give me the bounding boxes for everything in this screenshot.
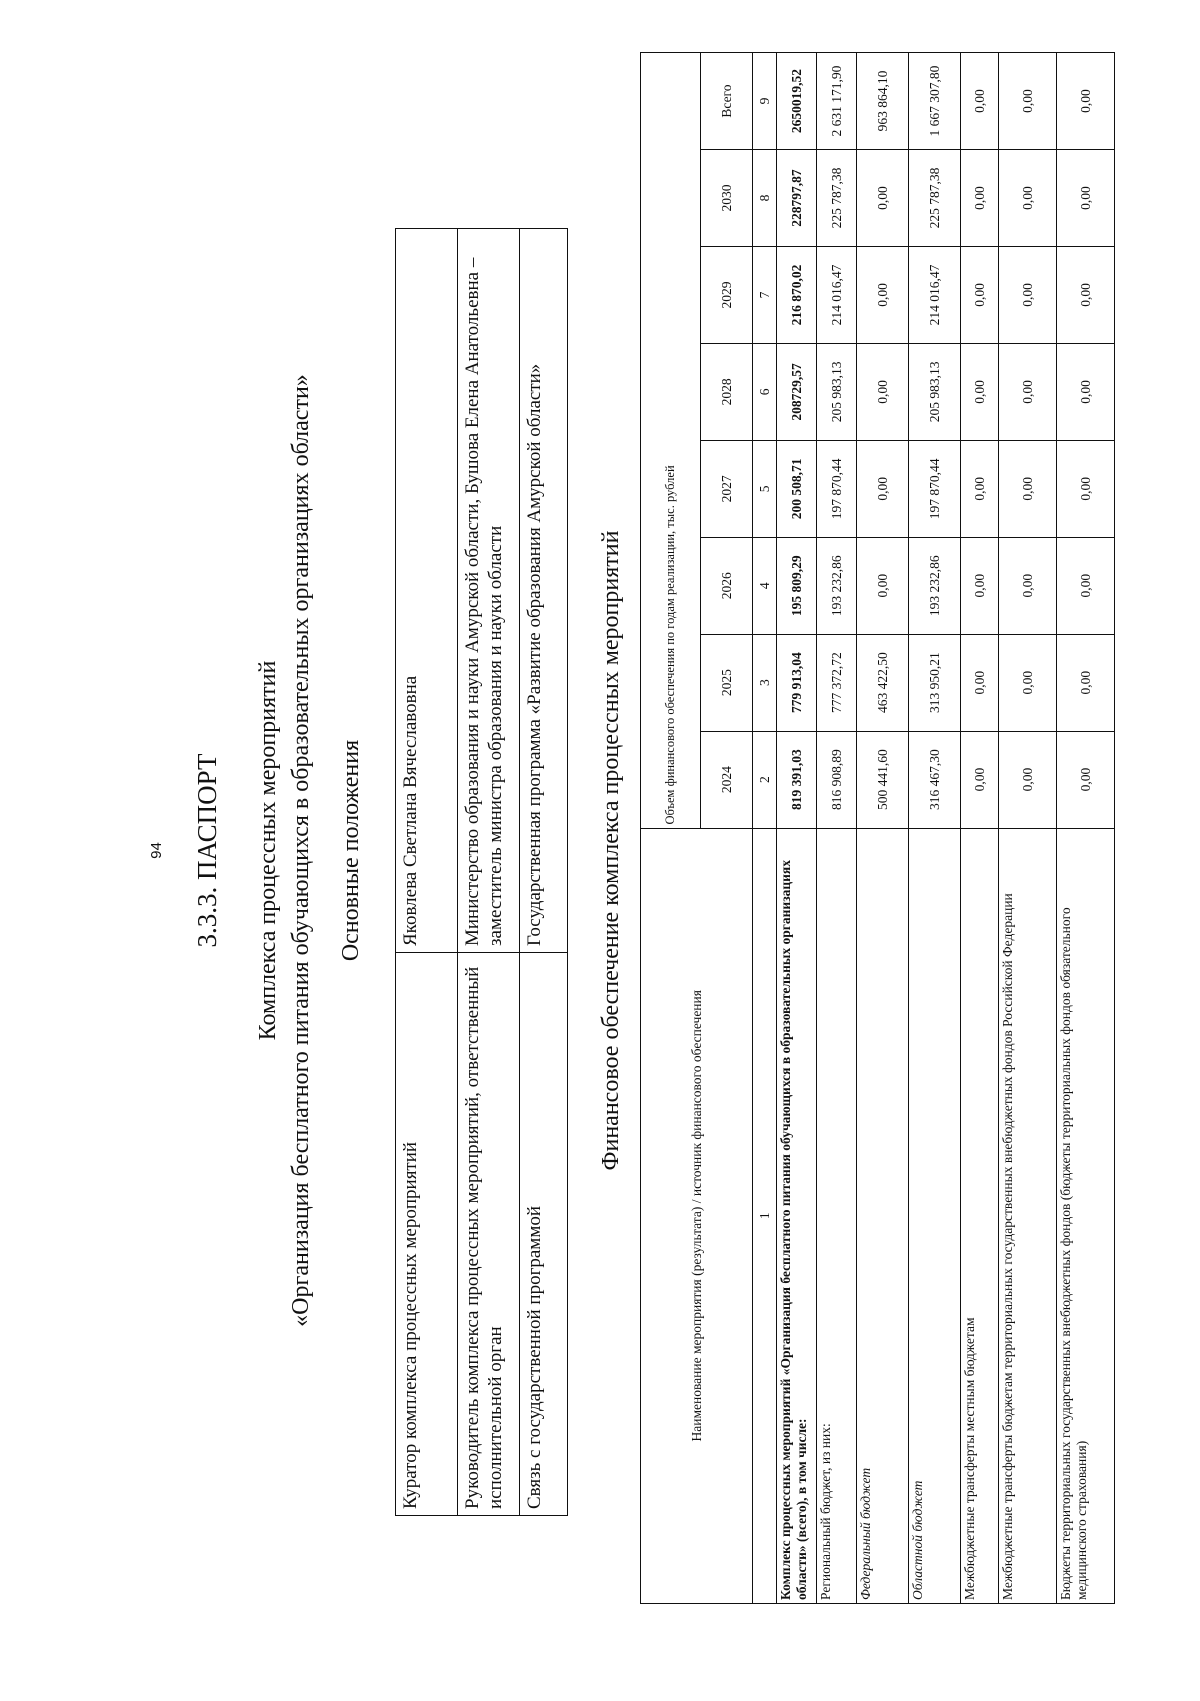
cell-value: 0,00 (961, 247, 999, 344)
row-name: Межбюджетные трансферты местным бюджетам (961, 828, 999, 1603)
row-name: Бюджеты территориальных государственных внебюджетных фондов (бюджеты территориальных фондов обязательного медицинского страхования) (1057, 828, 1115, 1603)
cell-value: 0,00 (857, 440, 909, 537)
cell-value: 214 016,47 (817, 247, 857, 344)
year-header: 2029 (701, 247, 753, 344)
cell-value: 0,00 (999, 247, 1057, 344)
year-header: 2025 (701, 634, 753, 731)
table-row (1057, 53, 1115, 1604)
passport-value: Государственная программа «Развитие образования Амурской области» (520, 229, 568, 953)
passport-row (458, 229, 520, 1516)
cell-value: 0,00 (1057, 440, 1115, 537)
cell-value: 216 870,02 (777, 247, 817, 344)
cell-value: 193 232,86 (909, 537, 961, 634)
amount-group-header: Объем финансового обеспечения по годам реализации, тыс. рублей (641, 53, 701, 829)
section-heading: Основные положения (338, 739, 364, 962)
cell-value: 2650019,52 (777, 53, 817, 150)
finance-heading: Финансовое обеспечение комплекса процессных мероприятий (598, 530, 624, 1171)
cell-value: 0,00 (999, 343, 1057, 440)
cell-value: 0,00 (1057, 731, 1115, 828)
row-name: Федеральный бюджет (857, 828, 909, 1603)
cell-value: 0,00 (999, 53, 1057, 150)
total-header: Всего (701, 53, 753, 150)
cell-value: 963 864,10 (857, 53, 909, 150)
column-number: 3 (753, 634, 777, 731)
passport-value: Министерство образования и науки Амурской области, Бушова Елена Анатольевна – заместитель министра образования и науки области (458, 229, 520, 953)
cell-value: 197 870,44 (817, 440, 857, 537)
passport-row (396, 229, 458, 1516)
subtitle-2: «Организация бесплатного питания обучающихся в образовательных организациях области» (288, 374, 314, 1327)
cell-value: 779 913,04 (777, 634, 817, 731)
cell-value: 316 467,30 (909, 731, 961, 828)
column-number-row (753, 53, 777, 1604)
column-number: 8 (753, 150, 777, 247)
cell-value: 0,00 (961, 150, 999, 247)
cell-value: 816 908,89 (817, 731, 857, 828)
cell-value: 208729,57 (777, 343, 817, 440)
cell-value: 193 232,86 (817, 537, 857, 634)
cell-value: 225 787,38 (817, 150, 857, 247)
row-name: Межбюджетные трансферты бюджетам территориальных государственных внебюджетных фондов Российской Федерации (999, 828, 1057, 1603)
cell-value: 0,00 (999, 537, 1057, 634)
cell-value: 0,00 (999, 150, 1057, 247)
cell-value: 0,00 (999, 731, 1057, 828)
year-header: 2028 (701, 343, 753, 440)
cell-value: 0,00 (857, 247, 909, 344)
table-row (777, 53, 817, 1604)
cell-value: 228797,87 (777, 150, 817, 247)
year-header: 2027 (701, 440, 753, 537)
cell-value: 0,00 (1057, 537, 1115, 634)
cell-value: 0,00 (961, 343, 999, 440)
year-header: 2030 (701, 150, 753, 247)
name-column-header: Наименование мероприятия (результата) / источник финансового обеспечения (641, 828, 753, 1603)
passport-row (520, 229, 568, 1516)
cell-value: 463 422,50 (857, 634, 909, 731)
column-number: 5 (753, 440, 777, 537)
cell-value: 225 787,38 (909, 150, 961, 247)
cell-value: 0,00 (999, 634, 1057, 731)
cell-value: 0,00 (1057, 150, 1115, 247)
cell-value: 500 441,60 (857, 731, 909, 828)
cell-value: 819 391,03 (777, 731, 817, 828)
cell-value: 0,00 (999, 440, 1057, 537)
row-name: Областной бюджет (909, 828, 961, 1603)
column-number: 9 (753, 53, 777, 150)
column-number: 6 (753, 343, 777, 440)
cell-value: 0,00 (961, 634, 999, 731)
table-row (961, 53, 999, 1604)
cell-value: 205 983,13 (817, 343, 857, 440)
cell-value: 200 508,71 (777, 440, 817, 537)
cell-value: 0,00 (857, 150, 909, 247)
year-header: 2026 (701, 537, 753, 634)
year-header: 2024 (701, 731, 753, 828)
table-row (999, 53, 1057, 1604)
column-number: 4 (753, 537, 777, 634)
cell-value: 195 809,29 (777, 537, 817, 634)
cell-value: 0,00 (961, 731, 999, 828)
cell-value: 0,00 (961, 537, 999, 634)
cell-value: 0,00 (961, 440, 999, 537)
table-row (909, 53, 961, 1604)
subtitle-1: Комплекса процессных мероприятий (255, 660, 281, 1041)
passport-label: Связь с государственной программой (520, 953, 568, 1516)
cell-value: 0,00 (1057, 634, 1115, 731)
cell-value: 0,00 (961, 53, 999, 150)
cell-value: 0,00 (857, 343, 909, 440)
column-number: 1 (753, 828, 777, 1603)
page-title: 3.3.3. ПАСПОРТ (192, 753, 222, 948)
row-name: Региональный бюджет, из них: (817, 828, 857, 1603)
cell-value: 313 950,21 (909, 634, 961, 731)
cell-value: 0,00 (1057, 343, 1115, 440)
cell-value: 1 667 307,80 (909, 53, 961, 150)
cell-value: 205 983,13 (909, 343, 961, 440)
cell-value: 197 870,44 (909, 440, 961, 537)
passport-value: Яковлева Светлана Вячеславовна (396, 229, 458, 953)
page-number: 94 (148, 842, 165, 859)
cell-value: 214 016,47 (909, 247, 961, 344)
row-name: Комплекс процессных мероприятий «Организация бесплатного питания обучающихся в образовательных организациях области» (всего), в том числе: (777, 828, 817, 1603)
cell-value: 777 372,72 (817, 634, 857, 731)
column-number: 7 (753, 247, 777, 344)
finance-header-row (641, 53, 701, 1604)
cell-value: 2 631 171,90 (817, 53, 857, 150)
column-number: 2 (753, 731, 777, 828)
cell-value: 0,00 (857, 537, 909, 634)
cell-value: 0,00 (1057, 247, 1115, 344)
finance-table (640, 52, 1115, 1604)
passport-table (395, 228, 568, 1516)
passport-label: Руководитель комплекса процессных мероприятий, ответственный исполнительной орган (458, 953, 520, 1516)
table-row (817, 53, 857, 1604)
passport-label: Куратор комплекса процессных мероприятий (396, 953, 458, 1516)
cell-value: 0,00 (1057, 53, 1115, 150)
table-row (857, 53, 909, 1604)
